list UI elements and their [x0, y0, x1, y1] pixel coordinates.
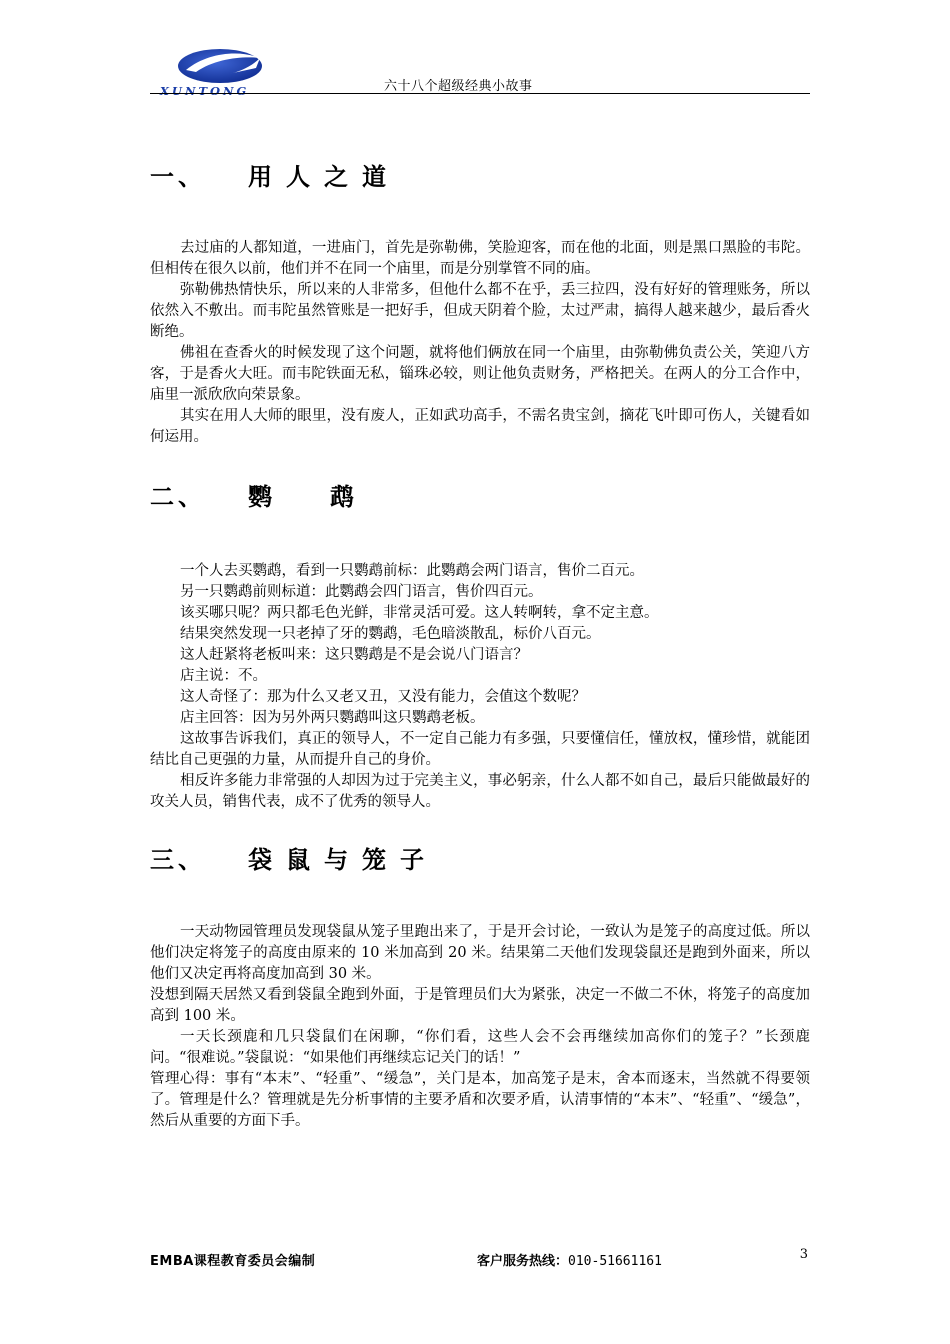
paragraph: 相反许多能力非常强的人却因为过于完美主义，事必躬亲，什么人都不如自己，最后只能做最好的攻关人员，销售代表，成不了优秀的领导人。 [150, 773, 810, 810]
section-number: 三、 [150, 846, 206, 874]
section-title: 鹦鹉 [248, 483, 412, 511]
section-heading [150, 161, 400, 193]
paragraph: 店主回答：因为另外两只鹦鹉叫这只鹦鹉老板。 [180, 710, 485, 726]
paragraph: 这人赶紧将老板叫来：这只鹦鹉是不是会说八门语言？ [180, 647, 528, 663]
paragraph: 该买哪只呢？两只都毛色光鲜，非常灵活可爱。这人转啊转，拿不定主意。 [180, 605, 659, 621]
section-body [150, 561, 810, 813]
paragraph: 管理心得：事有“本末”、“轻重”、“缓急”，关门是本，加高笼子是末，舍本而逐末，当然就不得要领了。管理是什么？管理就是先分析事情的主要矛盾和次要矛盾，认清事情的“本末”、“轻重”、“缓急”，然后从重要的方面下手。 [150, 1071, 810, 1129]
paragraph: 其实在用人大师的眼里，没有废人，正如武功高手，不需名贵宝剑，摘花飞叶即可伤人，关键看如何运用。 [150, 408, 810, 445]
section-number: 一、 [150, 163, 206, 191]
logo-text: XUNTONG [160, 84, 250, 96]
page-header [150, 44, 810, 96]
hotline-label: 客户服务热线： [477, 1254, 569, 1269]
paragraph: 一天长颈鹿和几只袋鼠们在闲聊，“你们看，这些人会不会再继续加高你们的笼子？”长颈鹿问。“很难说。”袋鼠说：“如果他们再继续忘记关门的话！” [150, 1029, 810, 1066]
section-title: 袋鼠与笼子 [248, 846, 438, 874]
section-heading [150, 844, 438, 876]
section-title: 用人之道 [248, 163, 400, 191]
paragraph: 这故事告诉我们，真正的领导人，不一定自己能力有多强，只要懂信任，懂放权，懂珍惜，就能团结比自己更强的力量，从而提升自己的身价。 [150, 731, 810, 768]
section-body [150, 238, 810, 448]
footer-publisher: EMBA课程教育委员会编制 [150, 1254, 316, 1269]
section-heading [150, 481, 412, 513]
xuntong-logo [156, 44, 281, 96]
footer-hotline [477, 1250, 662, 1269]
page-number: 3 [799, 1247, 808, 1262]
paragraph: 这人奇怪了：那为什么又老又丑，又没有能力，会值这个数呢？ [180, 689, 586, 705]
section-body [150, 922, 810, 1132]
hotline-number: 010-51661161 [568, 1254, 662, 1269]
paragraph: 另一只鹦鹉前则标道：此鹦鹉会四门语言，售价四百元。 [180, 584, 543, 600]
paragraph: 弥勒佛热情快乐，所以来的人非常多，但他什么都不在乎，丢三拉四，没有好好的管理账务，所以依然入不敷出。而韦陀虽然管账是一把好手，但成天阴着个脸，太过严肃，搞得人越来越少，最后香火断绝。 [150, 282, 810, 340]
section-number: 二、 [150, 483, 206, 511]
paragraph: 一天动物园管理员发现袋鼠从笼子里跑出来了，于是开会讨论，一致认为是笼子的高度过低。所以他们决定将笼子的高度由原来的 10 米加高到 20 米。结果第二天他们发现袋鼠还是跑到外面来，所以他们又决定再将高度加高到 30 米。 [150, 924, 810, 982]
paragraph: 没想到隔天居然又看到袋鼠全跑到外面，于是管理员们大为紧张，决定一不做二不休，将笼子的高度加高到 100 米。 [150, 987, 810, 1024]
paragraph: 去过庙的人都知道，一进庙门，首先是弥勒佛，笑脸迎客，而在他的北面，则是黑口黑脸的韦陀。但相传在很久以前，他们并不在同一个庙里，而是分别掌管不同的庙。 [150, 240, 810, 277]
page-footer [150, 1247, 810, 1269]
paragraph: 结果突然发现一只老掉了牙的鹦鹉，毛色暗淡散乱，标价八百元。 [180, 626, 601, 642]
paragraph: 佛祖在查香火的时候发现了这个问题，就将他们俩放在同一个庙里，由弥勒佛负责公关，笑迎八方客，于是香火大旺。而韦陀铁面无私，锱珠必较，则让他负责财务，严格把关。在两人的分工合作中，庙里一派欣欣向荣景象。 [150, 345, 810, 403]
document-title: 六十八个超级经典小故事 [384, 79, 533, 94]
header-rule [150, 93, 810, 94]
paragraph: 一个人去买鹦鹉，看到一只鹦鹉前标：此鹦鹉会两门语言，售价二百元。 [180, 563, 644, 579]
paragraph: 店主说：不。 [180, 668, 267, 684]
